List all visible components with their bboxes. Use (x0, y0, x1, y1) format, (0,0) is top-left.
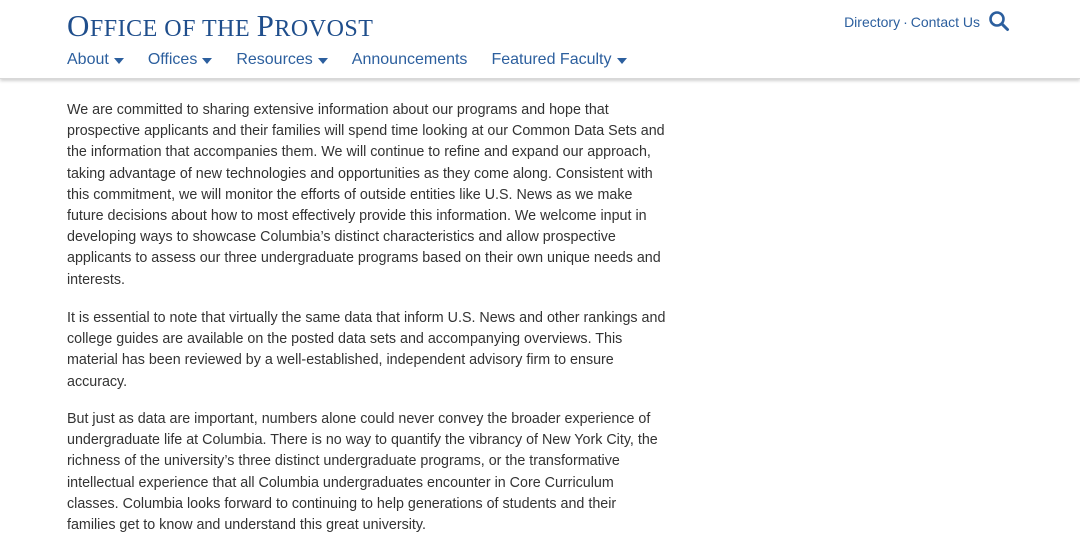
title-part-1: FFICE OF THE (89, 16, 257, 42)
caret-down-icon (202, 58, 212, 64)
utility-separator: · (903, 14, 908, 30)
nav-offices[interactable] (148, 49, 213, 71)
nav-resources[interactable] (236, 49, 327, 71)
content-paragraph-2: It is essential to note that virtually the same data that inform U.S. News and other rankings and college guides are available on the posted data sets and accompanying overviews. This material has been reviewed by a well-established, independent advisory firm to ensure accuracy. (67, 310, 666, 390)
nav-about-label: About (67, 51, 109, 68)
site-title[interactable] (67, 8, 373, 44)
main-nav (67, 49, 651, 71)
title-initial-p: P (256, 8, 275, 43)
contact-us-link[interactable]: Contact Us (910, 14, 980, 30)
caret-down-icon (617, 58, 627, 64)
nav-resources-label: Resources (236, 51, 313, 68)
nav-announcements-label: Announcements (351, 51, 468, 68)
site-header (0, 0, 1080, 79)
content-paragraph-1: We are committed to sharing extensive information about our programs and hope that prospective applicants and their families will spend time looking at our Common Data Sets and the information that accompanies them. We will continue to refine and expand our approach, taking advantage of new technologies and opportunities as they come along. Consistent with this commitment, we will monitor the efforts of outside entities like U.S. News as we make future decisions about how to most effectively provide this information. We welcome input in developing ways to showcase Columbia’s distinct characteristics and allow prospective applicants to assess our three undergraduate programs based on their own unique needs and interests. (67, 102, 665, 288)
nav-featured-faculty[interactable] (491, 49, 626, 71)
nav-offices-label: Offices (147, 51, 198, 68)
nav-about[interactable] (67, 49, 124, 71)
nav-featured-faculty-label: Featured Faculty (491, 51, 612, 68)
title-part-2: ROVOST (274, 16, 374, 42)
utility-links (844, 14, 980, 30)
directory-link[interactable]: Directory (844, 14, 901, 30)
nav-announcements[interactable] (352, 49, 468, 71)
caret-down-icon (114, 58, 124, 64)
search-icon (988, 10, 1010, 32)
caret-down-icon (318, 58, 328, 64)
content-paragraph-3: But just as data are important, numbers alone could never convey the broader experience of undergraduate life at Columbia. There is no way to quantify the vibrancy of New York City, the richness of the university’s three distinct undergraduate programs, or the transformative intellectual experience that all Columbia undergraduates encounter in Core Curriculum classes. Columbia looks forward to continuing to help generations of students and their families get to know and understand this great university. (67, 411, 658, 534)
search-button[interactable] (988, 10, 1014, 36)
title-initial-o: O (67, 8, 90, 43)
